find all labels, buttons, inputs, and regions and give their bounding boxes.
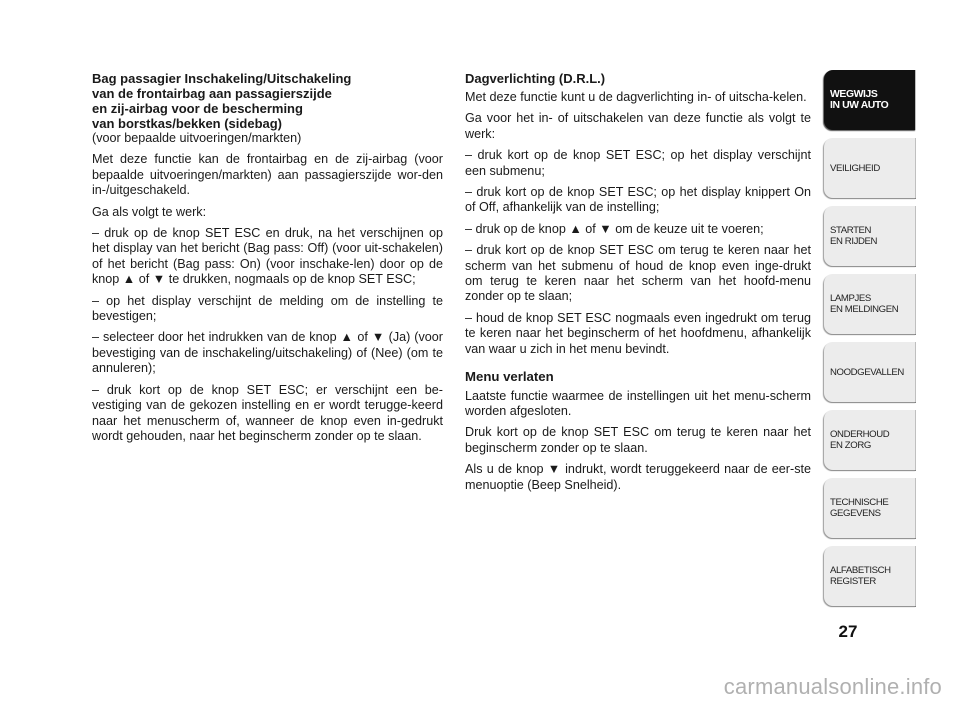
tab-label: WEGWIJS IN UW AUTO [830, 89, 889, 111]
paragraph: Met deze functie kan de frontairbag en de zij-airbag (voor bepaalde uitvoeringen/markten) aan passagierszijde wor-den in-/uitgeschakeld. [92, 152, 443, 198]
tab-lampjes[interactable] [824, 274, 916, 334]
paragraph: Ga voor het in- of uitschakelen van deze functie als volgt te werk: [465, 111, 811, 141]
paragraph: – op het display verschijnt de melding om de instelling te bevestigen; [92, 293, 443, 324]
left-column [92, 71, 443, 450]
tab-onderhoud[interactable] [824, 410, 916, 470]
paragraph: – druk kort op de knop SET ESC; op het display verschijnt een submenu; [465, 148, 811, 178]
heading-line: Bag passagier Inschakeling/Uitschakeling [92, 71, 352, 86]
section-heading-menu-exit: Menu verlaten [465, 369, 554, 385]
watermark: carmanualsonline.info [723, 674, 942, 699]
paragraph: – druk kort op de knop SET ESC; er verschijnt een be-vestiging van de gekozen instelling en er wordt terugge-keerd naar het menuscherm of, wanneer de knop even in-gedrukt wordt gehouden, naar het beginscherm zonder op te slaan. [92, 382, 443, 443]
tab-noodgevallen[interactable] [824, 342, 916, 402]
heading-line: en zij-airbag voor de bescherming [92, 101, 303, 116]
tab-technische[interactable] [824, 478, 916, 538]
tab-label: ALFABETISCH REGISTER [830, 565, 891, 587]
paragraph: – druk kort op de knop SET ESC om terug te keren naar het scherm van het submenu of houd de knop even inge-drukt om terug te keren naar het scherm van het hoofd-menu zonder op te slaan; [465, 243, 811, 304]
section-heading-airbag [92, 71, 443, 131]
tab-wegwijs[interactable] [824, 70, 916, 130]
tab-label: LAMPJES EN MELDINGEN [830, 293, 899, 315]
right-column [465, 71, 811, 499]
tab-label: STARTEN EN RIJDEN [830, 225, 878, 247]
tab-label: NOODGEVALLEN [830, 366, 904, 378]
paragraph: – houd de knop SET ESC nogmaals even ingedrukt om terug te keren naar het beginscherm of het hoofdmenu, afhankelijk van waar u zich in het menu bevindt. [465, 310, 811, 356]
paragraph: – druk op de knop SET ESC en druk, na het verschijnen op het display van het bericht (Bag pass: Off) (voor uit-schakelen) of het bericht (Bag pass: On) (voor inschake-len) door op de knop ▲ of ▼ te drukken, nogmaals op de knop SET ESC; [92, 226, 443, 287]
paragraph: Laatste functie waarmee de instellingen uit het menu-scherm worden afgesloten. [465, 388, 811, 418]
tab-label: TECHNISCHE GEGEVENS [830, 497, 889, 519]
paragraph: Als u de knop ▼ indrukt, wordt teruggekeerd naar de eer-ste menuoptie (Beep Snelheid). [465, 462, 811, 492]
page-number: 27 [838, 622, 858, 641]
paragraph: – selecteer door het indrukken van de knop ▲ of ▼ (Ja) (voor bevestiging van de inschakeling/uitschakeling) of (Nee) (om te annuleren); [92, 330, 443, 376]
tab-starten[interactable] [824, 206, 916, 266]
paragraph: – druk op de knop ▲ of ▼ om de keuze uit te voeren; [465, 221, 764, 236]
tab-veiligheid[interactable] [824, 138, 916, 198]
heading-line: van de frontairbag aan passagierszijde [92, 86, 332, 101]
heading-line: van borstkas/bekken (sidebag) [92, 116, 283, 131]
paragraph: Met deze functie kunt u de dagverlichting in- of uitscha-kelen. [465, 90, 807, 104]
paragraph: Ga als volgt te werk: [92, 204, 207, 219]
subheading: (voor bepaalde uitvoeringen/markten) [92, 131, 302, 145]
section-heading-drl: Dagverlichting (D.R.L.) [465, 71, 606, 86]
paragraph: Druk kort op de knop SET ESC om terug te keren naar het beginscherm zonder op te slaan. [465, 425, 811, 455]
tab-label: ONDERHOUD EN ZORG [830, 429, 890, 451]
tab-alfabetisch[interactable] [824, 546, 916, 606]
paragraph: – druk kort op de knop SET ESC; op het display knippert On of Off, afhankelijk van de instelling; [465, 185, 811, 215]
tab-label: VEILIGHEID [830, 162, 880, 174]
